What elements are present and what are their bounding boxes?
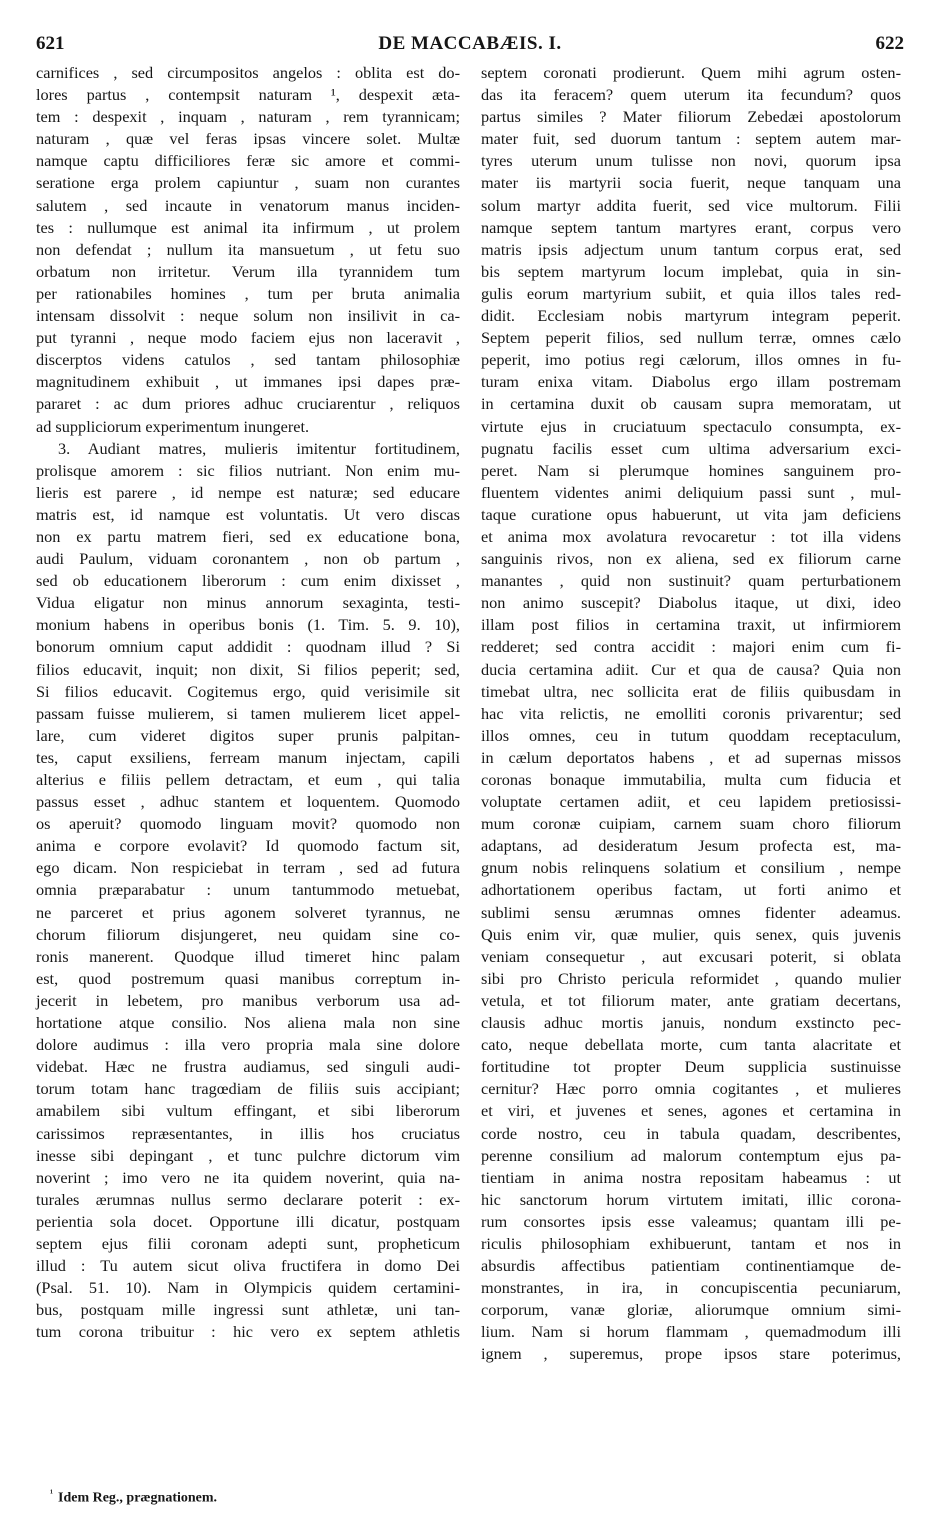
text-line: Si filios educavit. Cogitemus ergo, quid verisimile sit: [36, 681, 460, 701]
right-column: [481, 62, 901, 1366]
text-line: ne parceret et prius agonem solveret tyrannus, ne: [36, 902, 460, 922]
text-line: inesse sibi depingant , et tunc pulchre dictorum vim: [36, 1145, 460, 1165]
text-line: non animo suscepit? Diabolus itaque, ut dixi, ideo: [481, 593, 901, 613]
text-line: torum totam hanc tragœdiam de filiis suis accipiant;: [36, 1079, 460, 1099]
text-line: omnia præparabatur : unum tantummodo metuebat,: [36, 880, 460, 900]
text-line: monium habens in operibus bonis (1. Tim. 5. 9. 10),: [36, 615, 460, 635]
text-line: et anima mox avolatura revocaretur : tot illa videns: [481, 526, 901, 546]
text-line: veniam consequetur , aut excusari poterit, si oblata: [481, 946, 901, 966]
text-line: corde nostro, ceu in tabula quadam, describentes,: [481, 1123, 901, 1143]
text-line: alterius e filiis pellem detractam, et eum , qui talia: [36, 770, 460, 789]
left-column: [36, 62, 460, 1343]
text-line: fortitudine tot propter Deum supplicia sustinuisse: [481, 1057, 901, 1077]
text-line: redderet; sed contra accidit : majori enim cum fi-: [481, 637, 901, 657]
text-line: lare, cum videret digitos super prunis palpitan-: [36, 725, 460, 745]
text-line: pugnatu facilis esset cum ultima adversarium exci-: [481, 438, 901, 458]
text-line: filios educavit, inquit; non dixit, Si filios peperit; sed,: [36, 659, 460, 679]
text-line: pararet : ac dum priores adhuc cruciarentur , reliquos: [36, 394, 460, 414]
text-line: clausis adhuc mortis januis, nondum exstincto pec-: [481, 1013, 901, 1033]
text-line: hortatione atque consilio. Nos aliena mala non sine: [36, 1013, 460, 1033]
text-line: prolisque amorem : sic filios nutriant. Non enim mu-: [36, 460, 460, 480]
text-line: intensam dissolvit : neque solum non insilivit in ca-: [36, 306, 460, 326]
text-line: naturam , quæ vel feras ipsas vincere solet. Multæ: [36, 129, 460, 149]
text-line: cato, neque debellata morte, cum tanta alacritate et: [481, 1035, 901, 1055]
page-number-left: 621: [36, 33, 65, 54]
text-line: anima e corpore evolavit? Id quomodo factum sit,: [36, 836, 460, 856]
text-line: perientia sola docet. Opportune illi dicatur, postquam: [36, 1211, 460, 1231]
running-header: [36, 33, 904, 59]
text-line: riculis philosophiam exhibuerunt, tantam et nos in: [481, 1233, 901, 1253]
text-line: videbat. Hæc ne frustra audiamus, sed singuli audi-: [36, 1057, 460, 1077]
text-line: tes : nullumque est animal ita infirmum , ut prolem: [36, 217, 460, 237]
text-line: os aperuit? quomodo linguam movit? quomodo non: [36, 814, 460, 834]
text-line: coronas bonaque immutabilia, multa cum fiducia et: [481, 770, 901, 789]
text-line: tientiam in anima nostra repositam habeamus : ut: [481, 1167, 901, 1187]
text-line: lores partus , contempsit naturam ¹, despexit æta-: [36, 85, 460, 105]
text-line: in cælum deportatos habens , et ad supernas missos: [481, 747, 901, 767]
text-line: illud : Tu autem sicut oliva fructifera in domo Dei: [36, 1256, 460, 1276]
footnote-marker: ¹: [50, 1488, 53, 1499]
text-line: bis septem martyrum locum implebat, quia in sin-: [481, 261, 901, 281]
text-line: manantes , quid non sustinuit? quam perturbationem: [481, 571, 901, 591]
text-line: carnifices , sed circumpositos angelos : oblita est do-: [36, 63, 460, 82]
text-line: namque captu difficiliores feræ sic amore et commi-: [36, 151, 460, 171]
text-line: Vidua eligatur non minus annorum sexaginta, testi-: [36, 593, 460, 613]
text-line: corporum, vanæ gloriæ, aliorumque omnium simi-: [481, 1300, 901, 1320]
text-line: sed ob educationem liberorum : cum enim dixisset ,: [36, 571, 460, 591]
text-line: cernitur? Hæc porro omnia cogitantes , et mulieres: [481, 1079, 901, 1099]
text-line: bus, postquam mille ingressi sunt athletæ, uni tan-: [36, 1300, 460, 1320]
text-line: lieris est parere , id nempe est naturæ; sed educare: [36, 482, 460, 502]
text-line: lium. Nam si horum flammam , quemadmodum illi: [481, 1322, 901, 1342]
text-line: sublimi sensu ærumnas omnes fidenter adeamus.: [481, 902, 901, 922]
text-line: non defendat ; nullum ita mansuetum , ut fetu suo: [36, 239, 460, 259]
text-line: put tyranni , neque modo faciem ejus non laceravit ,: [36, 328, 460, 348]
text-line: amabilem sibi vultum effingant, et sibi liberorum: [36, 1101, 460, 1121]
text-line: audi Paulum, viduam coronantem , non ob partum ,: [36, 549, 460, 569]
text-line: monstrantes, in ira, in concupiscentia pecuniarum,: [481, 1278, 901, 1298]
text-line: mater fuit, sed duorum tantum : septem autem mar-: [481, 129, 901, 149]
text-line: per rationabiles homines , tum per bruta animalia: [36, 283, 460, 303]
text-line: passam fuisse mulierem, si tamen mulierem licet appel-: [36, 703, 460, 723]
text-line: Septem peperit filios, sed nullum terræ, omnes cælo: [481, 328, 901, 348]
text-line: est, quod postremum quasi manibus correptum in-: [36, 968, 460, 988]
text-line: tes, caput exsiliens, ferream manum injectam, capili: [36, 747, 460, 767]
text-line: virtute ejus in cruciatuum spectaculo consumpta, ex-: [481, 416, 901, 436]
text-line: namque septem tantum martyres erant, corpus vero: [481, 217, 901, 237]
text-line: ad suppliciorum experimentum inungeret.: [36, 416, 310, 436]
text-line: septem ejus filii coronam adepti sunt, propheticum: [36, 1233, 460, 1253]
text-line: perenne consilium ad malorum contemptum ejus pa-: [481, 1145, 901, 1165]
text-line: mater iis martyrii socia fuerit, neque tanquam una: [481, 173, 901, 193]
text-line: (Psal. 51. 10). Nam in Olympicis quidem certamini-: [36, 1278, 460, 1298]
text-line: septem coronati prodierunt. Quem mihi agrum osten-: [481, 63, 901, 82]
text-line: hac vita relictis, ne emolliti coronis privarentur; sed: [481, 703, 901, 723]
text-line: peret. Nam si plerumque homines sanguinem pro-: [481, 460, 901, 480]
text-line: jecerit in lebetem, pro manibus verborum usa ad-: [36, 990, 460, 1010]
text-line: timebat ultra, nec sollicita erat de filiis quibusdam in: [481, 681, 901, 701]
text-line: ronis manerent. Quodque illud timeret hinc palam: [36, 946, 460, 966]
text-line: illos omnes, ceu in tutum quoddam receptaculum,: [481, 725, 901, 745]
text-line: voluptate certamen adiit, et ceu lapidem pretiosissi-: [481, 792, 901, 812]
footnote: [50, 1488, 217, 1507]
text-line: noverint ; imo vero ne ita quidem noverint, quia na-: [36, 1167, 460, 1187]
text-line: discerptos videns catulos , sed tantam philosophiæ: [36, 350, 460, 370]
text-line: rum consortes ipsis esse valeamus; quantam illi pe-: [481, 1211, 901, 1231]
text-line: bonorum omnium caput addidit : quodnam illud ? Si: [36, 637, 460, 657]
text-line: Quis enim vir, quæ mulier, quis senex, quis juvenis: [481, 924, 901, 944]
text-line: peperit, imo potius regi cælorum, illos omnes in fu-: [481, 350, 901, 370]
text-line: chorum filiorum disjungeret, neu quidam sine co-: [36, 924, 460, 944]
text-line: sanguinis rivos, non ex aliena, sed ex filiorum carne: [481, 549, 901, 569]
text-line: didit. Ecclesiam nobis martyrum integram peperit.: [481, 306, 901, 326]
text-line: gulis eorum martyrium subiit, et quia illos tales red-: [481, 283, 901, 303]
text-line: in certamina duxit ob causam supra memoratam, ut: [481, 394, 901, 414]
text-line: taque curatione opus habuerunt, ut vita jam deficiens: [481, 504, 901, 524]
text-line: solum martyr addita fuerit, sed vice multorum. Filii: [481, 195, 901, 215]
text-line: carissimos repræsentantes, in illis hos cruciatus: [36, 1123, 460, 1143]
text-line: ego dicam. Non respiciebat in terram , sed ad futura: [36, 858, 460, 878]
text-line: adhortationem operibus factam, ut forti animo et: [481, 880, 901, 900]
text-line: absurdis affectibus patientiam continentiamque de-: [481, 1256, 901, 1276]
text-line: adaptans, ad desideratum Jesum profecta est, ma-: [481, 836, 901, 856]
text-line: seratione erga prolem capiuntur , suam non curantes: [36, 173, 460, 193]
text-line: turam enixa vitam. Diabolus ergo illam postremam: [481, 372, 901, 392]
text-line: mum coronæ cuipiam, carnem suam choro filiorum: [481, 814, 901, 834]
text-line: tyres uterum unum tulisse non novi, quorum ipsa: [481, 151, 901, 171]
text-line: passus esset , adhuc stantem et loquentem. Quomodo: [36, 792, 460, 812]
text-line: 3. Audiant matres, mulieris imitentur fortitudinem,: [58, 438, 460, 458]
text-line: vetula, et tot filiorum mater, ante gratiam decertans,: [481, 990, 901, 1010]
text-line: ignem , superemus, prope ipsos stare poterimus,: [481, 1344, 901, 1364]
text-line: magnitudinem exhibuit , ut immanes ipsi dapes præ-: [36, 372, 460, 392]
text-line: gnum nobis relinquens solatium et consilium , nempe: [481, 858, 901, 878]
text-line: fluentem videntes animi deliquium passi sunt , mul-: [481, 482, 901, 502]
text-line: illam post filios in certamina traxit, ut infirmiorem: [481, 615, 901, 635]
text-line: tem : despexit , inquam , naturam , rem tyrannicam;: [36, 107, 460, 127]
footnote-text: Idem Reg., prægnationem.: [58, 1490, 218, 1506]
text-line: matris ipsis adjectum unum tantum corpus erat, sed: [481, 239, 901, 259]
text-line: non ex partu matrem fieri, sed ex educatione bona,: [36, 526, 460, 546]
running-title: DE MACCABÆIS. I.: [378, 33, 562, 54]
text-line: dolore audimus : illa vero propria mala sine dolore: [36, 1035, 460, 1055]
text-line: ducia certamina adiit. Cur et qua de causa? Quia non: [481, 659, 901, 679]
text-line: das ita feracem? quem uterum ita fecundum? quos: [481, 85, 901, 105]
text-line: turales ærumnas nullus sermo declarare poterit : ex-: [36, 1189, 460, 1209]
text-line: et viri, et juvenes et senes, agones et certamina in: [481, 1101, 901, 1121]
text-line: salutem , sed incaute in venatorum manus inciden-: [36, 195, 460, 215]
text-line: orbatum non irritetur. Verum illa tyrannidem tum: [36, 261, 460, 281]
page-number-right: 622: [875, 33, 904, 54]
text-line: partus similes ? Mater filiorum Zebedæi apostolorum: [481, 107, 901, 127]
text-line: tum corona tribuitur : hic vero ex septem athletis: [36, 1322, 460, 1342]
text-line: hic sanctorum horum virtutem imitati, illic corona-: [481, 1189, 901, 1209]
text-line: sibi pro Christo pericula reformidet , quando mulier: [481, 968, 901, 988]
text-line: matris est, id namque est voluntatis. Ut vero discas: [36, 504, 460, 524]
